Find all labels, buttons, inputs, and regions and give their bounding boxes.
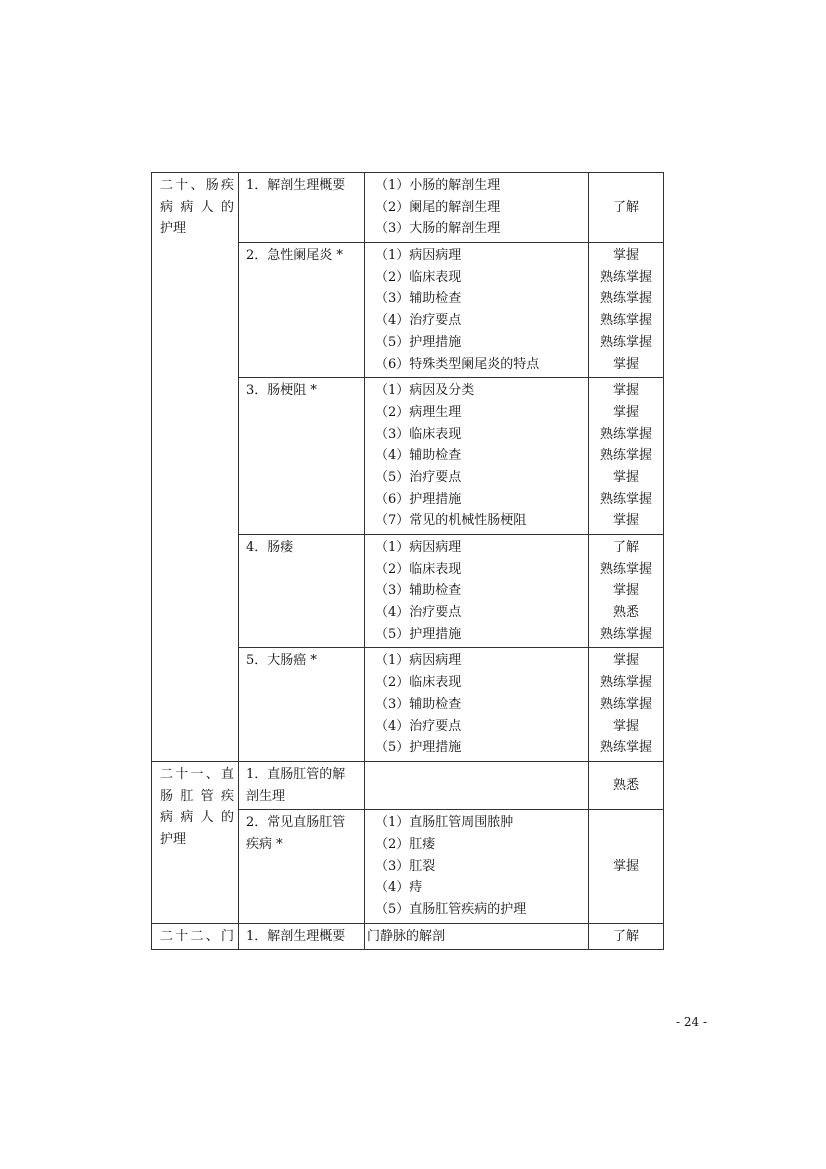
requirement-cell: [589, 243, 664, 378]
topic-cell: [239, 535, 365, 648]
content-item: （3）肛裂: [375, 858, 436, 874]
content-cell: [365, 761, 589, 809]
requirement-cell: [589, 810, 664, 923]
unit-title-cell: [152, 761, 239, 923]
requirement-cell: [589, 173, 664, 243]
requirement-level: 掌握: [612, 248, 639, 264]
content-item: （1）小肠的解剖生理: [375, 178, 501, 193]
content-item: （2）临床表现: [375, 269, 462, 285]
unit-title-cell: [152, 173, 239, 762]
requirement-level: 熟练掌握: [599, 291, 652, 307]
content-item: （4）辅助检查: [375, 448, 462, 464]
requirement-cell: [589, 761, 664, 809]
content-item: （2）临床表现: [375, 561, 462, 577]
content-item: （3）辅助检查: [375, 583, 462, 599]
content-cell: [365, 810, 589, 923]
content-item: （6）特殊类型阑尾炎的特点: [375, 356, 540, 372]
requirement-cell: [589, 648, 664, 761]
requirement-level: 掌握: [612, 583, 639, 599]
unit-title-line: 二十二、门: [160, 928, 234, 944]
requirement-level: 熟练掌握: [599, 626, 652, 642]
content-item: （2）病理生理: [375, 404, 462, 420]
requirement-level: 掌握: [612, 356, 639, 372]
content-cell: [365, 648, 589, 761]
topic-title: 2．急性阑尾炎 *: [246, 248, 343, 264]
topic-cell: [239, 173, 365, 243]
content-item: （3）辅助检查: [375, 291, 462, 307]
content-item: （1）直肠肛管周围脓肿: [375, 815, 514, 831]
content-item: （1）病因病理: [375, 540, 462, 555]
content-item: （2）阑尾的解剖生理: [375, 199, 501, 215]
topic-cell: [239, 243, 365, 378]
content-item: （4）治疗要点: [375, 313, 462, 329]
content-item: （5）护理措施: [375, 740, 462, 756]
content-item: 门静脉的解剖: [367, 928, 446, 944]
requirement-level: 熟悉: [612, 777, 639, 793]
requirement-level: 熟练掌握: [599, 696, 652, 712]
content-item: （4）治疗要点: [375, 718, 462, 734]
unit-title-line: 肠 肛 管 疾: [160, 788, 234, 804]
requirement-level: 熟练掌握: [599, 740, 652, 756]
unit-title-cell: [152, 923, 239, 950]
requirement-level: 熟练掌握: [599, 561, 652, 577]
requirement-level: 熟练掌握: [599, 269, 652, 285]
requirement-level: 熟练掌握: [599, 313, 652, 329]
content-item: （1）病因病理: [375, 248, 462, 264]
content-item: （3）临床表现: [375, 426, 462, 442]
content-item: （5）护理措施: [375, 626, 462, 642]
topic-title: 1．直肠肛管的解: [246, 766, 346, 782]
requirement-level: 熟练掌握: [599, 448, 652, 464]
table-row: [152, 923, 664, 950]
content-item: （1）病因病理: [375, 653, 462, 669]
topic-cell: [239, 810, 365, 923]
requirement-level: 熟练掌握: [599, 426, 652, 442]
table-row: [152, 173, 664, 243]
content-cell: [365, 535, 589, 648]
requirement-cell: [589, 378, 664, 535]
requirement-level: 熟练掌握: [599, 491, 652, 507]
requirement-level: 熟悉: [612, 605, 639, 621]
requirement-level: 掌握: [612, 404, 639, 420]
requirement-level: 掌握: [612, 718, 639, 734]
syllabus-table: [151, 172, 664, 950]
topic-title: 疾病 *: [246, 836, 283, 852]
topic-title: 剖生理: [246, 788, 286, 804]
topic-title: 5．大肠癌 *: [246, 653, 317, 669]
requirement-level: 掌握: [612, 653, 639, 669]
topic-title: 2．常见直肠肛管: [246, 815, 346, 831]
content-cell: [365, 923, 589, 950]
topic-title: 4．肠瘘: [246, 540, 294, 555]
content-cell: [365, 173, 589, 243]
table-row: [152, 761, 664, 809]
topic-cell: [239, 648, 365, 761]
unit-title-line: 病 病 人 的: [160, 810, 234, 826]
topic-title: 3．肠梗阻 *: [246, 383, 317, 399]
content-item: （1）病因及分类: [375, 383, 475, 399]
content-item: （3）辅助检查: [375, 696, 462, 712]
requirement-level: 掌握: [612, 383, 639, 399]
requirement-level: 了解: [612, 199, 639, 215]
topic-cell: [239, 761, 365, 809]
content-cell: [365, 378, 589, 535]
content-item: （4）治疗要点: [375, 605, 462, 621]
requirement-level: 掌握: [612, 469, 639, 485]
unit-title-line: 护理: [160, 221, 187, 237]
unit-title-line: 护理: [160, 831, 187, 847]
requirement-level: 了解: [612, 540, 639, 555]
unit-title-line: 二十、肠疾: [160, 178, 234, 193]
unit-title-line: 病 病 人 的: [160, 199, 234, 215]
content-item: （5）直肠肛管疾病的护理: [375, 902, 527, 917]
content-item: （4）痔: [375, 880, 423, 896]
unit-title-line: 二十一、直: [160, 766, 234, 782]
content-item: （7）常见的机械性肠梗阻: [375, 513, 527, 529]
content-item: （2）肛瘘: [375, 836, 436, 852]
requirement-level: 熟练掌握: [599, 675, 652, 691]
topic-title: 1．解剖生理概要: [246, 928, 346, 944]
content-item: （6）护理措施: [375, 491, 462, 507]
requirement-cell: [589, 923, 664, 950]
requirement-level: 掌握: [612, 858, 639, 874]
content-item: （5）治疗要点: [375, 469, 462, 485]
topic-cell: [239, 923, 365, 950]
requirement-level: 了解: [612, 928, 639, 944]
content-item: （3）大肠的解剖生理: [375, 221, 501, 237]
topic-cell: [239, 378, 365, 535]
requirement-cell: [589, 535, 664, 648]
topic-title: 1．解剖生理概要: [246, 178, 346, 193]
content-cell: [365, 243, 589, 378]
content-item: （2）临床表现: [375, 675, 462, 691]
requirement-level: 掌握: [612, 513, 639, 529]
page-number: - 24 -: [676, 1015, 708, 1029]
content-item: （5）护理措施: [375, 334, 462, 350]
requirement-level: 熟练掌握: [599, 334, 652, 350]
